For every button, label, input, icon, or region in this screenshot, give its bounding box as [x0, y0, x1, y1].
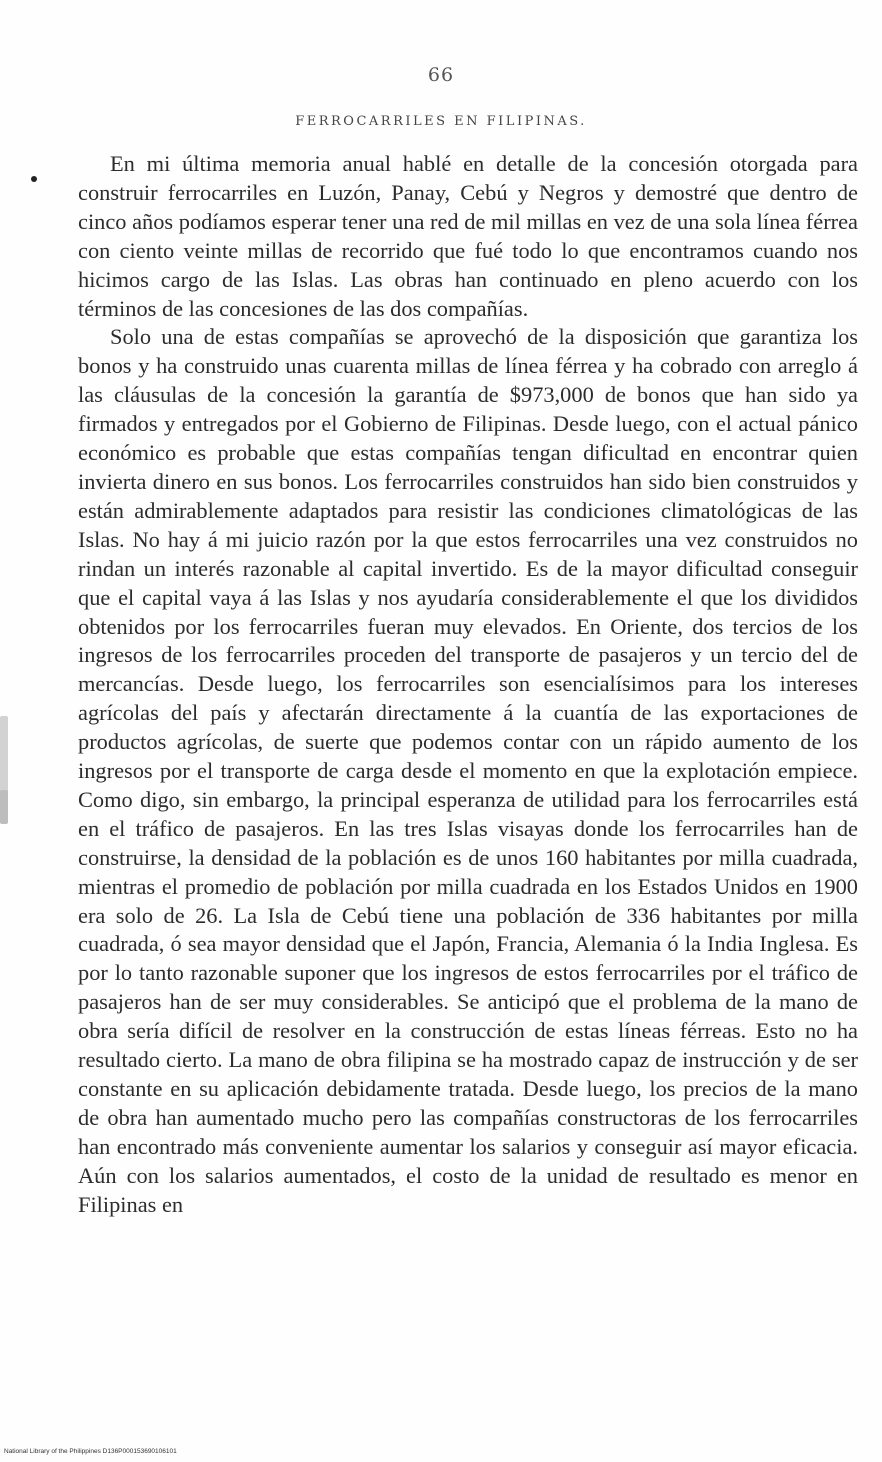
scan-edge-mark	[0, 716, 8, 796]
scan-edge-mark	[0, 790, 8, 824]
running-title: FERROCARRILES EN FILIPINAS.	[295, 114, 587, 129]
margin-dot	[31, 176, 37, 182]
paragraph: En mi última memoria anual hablé en detalle de la concesión otorgada para construir ferrocarriles en Luzón, Panay, Cebú y Negros y demostré que dentro de cinco años podíamos esperar tener una red de mil millas en vez de una sola línea férrea con ciento veinte millas de recorrido que fué todo lo que encontramos cuando nos hicimos cargo de las Islas. Las obras han continuado en pleno acuerdo con los términos de las concesiones de las dos compañías.	[78, 151, 858, 321]
body-text	[78, 150, 858, 1220]
footer-credit: National Library of the Philippines D136P000153690106101	[4, 1448, 177, 1455]
paragraph: Solo una de estas compañías se aprovechó de la disposición que garantiza los bonos y ha construido unas cuarenta millas de línea férrea y ha cobrado con arreglo á las cláusulas de la concesión la garantía de $973,000 de bonos que han sido ya firmados y entregados por el Gobierno de Filipinas. Desde luego, con el actual pánico económico es probable que estas compañías tengan dificultad en encontrar quien invierta dinero en sus bonos. Los ferrocarriles construidos han sido bien construidos y están admirablemente adaptados para resistir las condiciones climatológicas de las Islas. No hay á mi juicio razón por la que estos ferrocarriles una vez construidos no rindan un interés razonable al capital invertido. Es de la mayor dificultad conseguir que el capital vaya á las Islas y nos ayudaría considerablemente el que los divididos obtenidos por los ferrocarriles fueran muy elevados. En Oriente, dos tercios de los ingresos de los ferrocarriles proceden del transporte de pasajeros y un tercio del de mercancías. Desde luego, los ferrocarriles son esencialísimos para los intereses agrícolas del país y afectarán directamente á la cuantía de las exportaciones de productos agrícolas, de suerte que podemos contar con un rápido aumento de los ingresos por el transporte de carga desde el momento en que la explotación empiece. Como digo, sin embargo, la principal esperanza de utilidad para los ferrocarriles está en el tráfico de pasajeros. En las tres Islas visayas donde los ferrocarriles han de construirse, la densidad de la población es de unos 160 habitantes por milla cuadrada, mientras el promedio de población por milla cuadrada en los Estados Unidos en 1900 era solo de 26. La Isla de Cebú tiene una población de 336 habitantes por milla cuadrada, ó sea mayor densidad que el Japón, Francia, Alemania ó la India Inglesa. Es por lo tanto razonable suponer que los ingresos de estos ferrocarriles por el tráfico de pasajeros han de ser muy considerables. Se anticipó que el problema de la mano de obra sería difícil de resolver en la construcción de estas líneas férreas. Esto no ha resultado cierto. La mano de obra filipina se ha mostrado capaz de instrucción y de ser constante en su aplicación debidamente tratada. Desde luego, los precios de la mano de obra han aumentado mucho pero las compañías constructoras de los ferrocarriles han encontrado más conveniente aumentar los salarios y conseguir así mayor eficacia. Aún con los salarios aumentados, el costo de la unidad de resultado es menor en Filipinas en	[78, 324, 858, 1217]
page-number: 66	[427, 64, 455, 86]
